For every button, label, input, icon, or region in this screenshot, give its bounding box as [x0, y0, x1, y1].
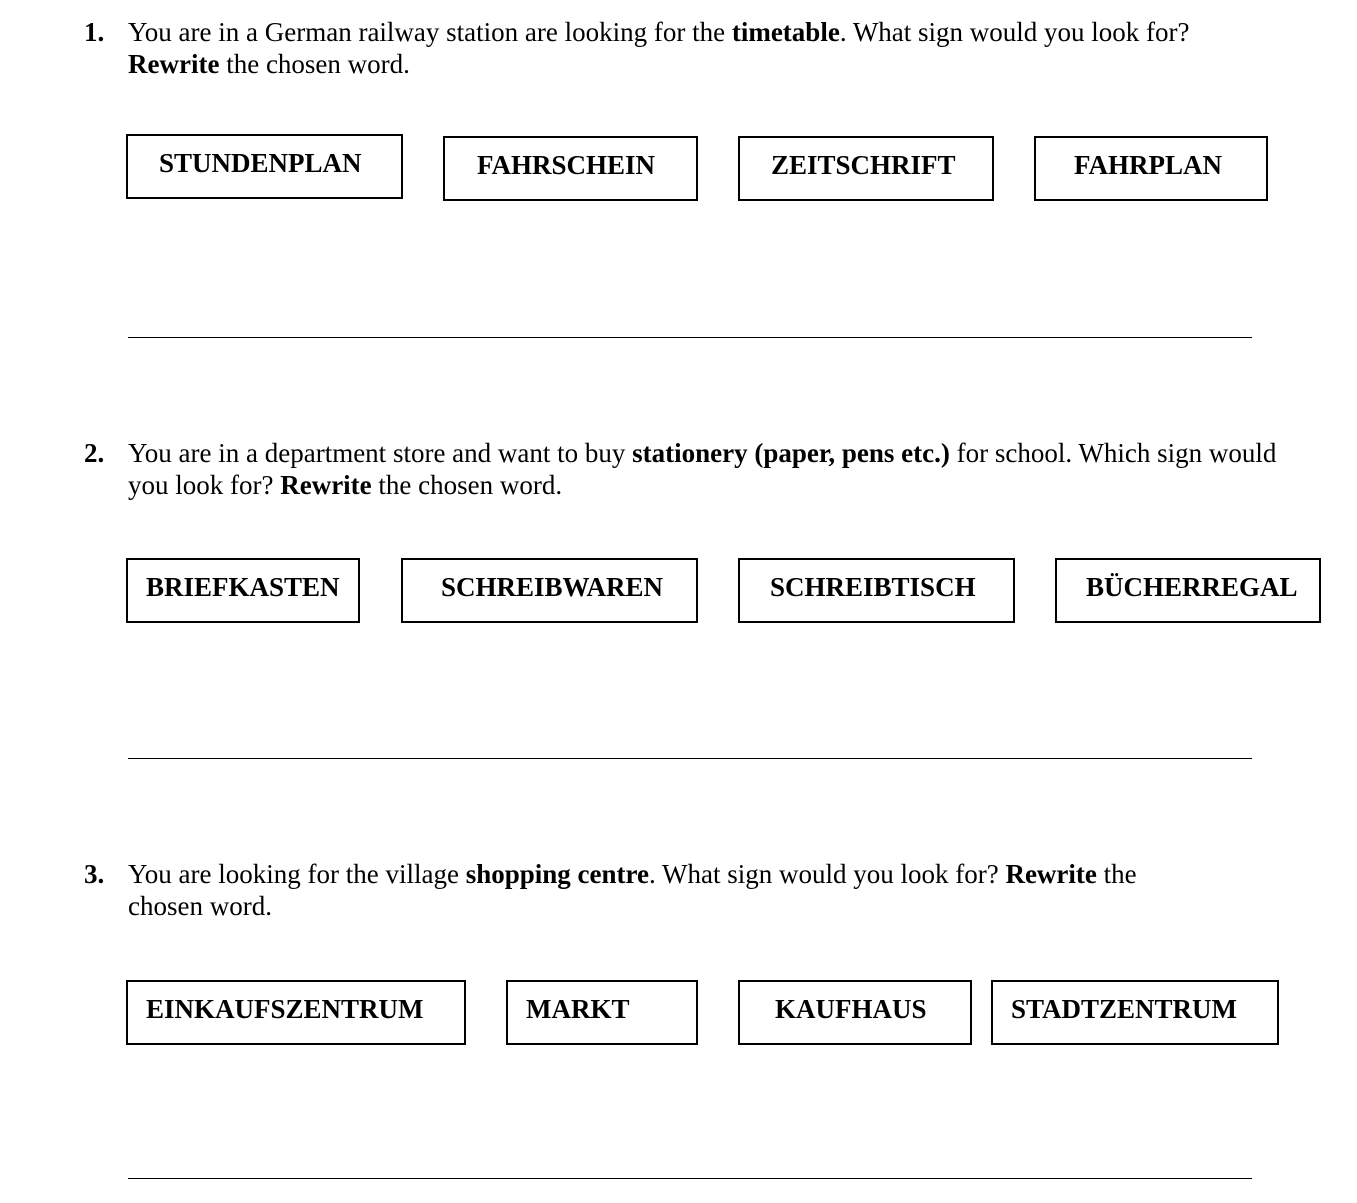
- sign-option-markt[interactable]: MARKT: [506, 980, 698, 1045]
- sign-option-fahrschein[interactable]: FAHRSCHEIN: [443, 136, 698, 201]
- question-number: 3.: [84, 859, 105, 889]
- sign-option-einkaufszentrum[interactable]: EINKAUFSZENTRUM: [126, 980, 466, 1045]
- question-prompt: You are looking for the village shopping centre. What sign would you look for? Rewrite the chosen word.: [128, 859, 1137, 921]
- sign-option-briefkasten[interactable]: BRIEFKASTEN: [126, 558, 360, 623]
- answer-line-3[interactable]: [128, 1178, 1252, 1179]
- question-number: 2.: [84, 438, 105, 468]
- sign-option-kaufhaus[interactable]: KAUFHAUS: [738, 980, 972, 1045]
- sign-option-stundenplan[interactable]: STUNDENPLAN: [126, 134, 403, 199]
- sign-option-fahrplan[interactable]: FAHRPLAN: [1034, 136, 1268, 201]
- answer-line-1[interactable]: [128, 337, 1252, 338]
- question-prompt: You are in a German railway station are looking for the timetable. What sign would you look for? Rewrite the chosen word.: [128, 17, 1190, 79]
- question-prompt: You are in a department store and want to buy stationery (paper, pens etc.) for school. Which sign would you look for? Rewrite the chosen word.: [128, 438, 1277, 500]
- sign-option-zeitschrift[interactable]: ZEITSCHRIFT: [738, 136, 994, 201]
- sign-option-stadtzentrum[interactable]: STADTZENTRUM: [991, 980, 1279, 1045]
- sign-option-buecherregal[interactable]: BÜCHERREGAL: [1055, 558, 1321, 623]
- answer-line-2[interactable]: [128, 758, 1252, 759]
- question-number: 1.: [84, 17, 105, 47]
- sign-option-schreibwaren[interactable]: SCHREIBWAREN: [401, 558, 698, 623]
- sign-option-schreibtisch[interactable]: SCHREIBTISCH: [738, 558, 1015, 623]
